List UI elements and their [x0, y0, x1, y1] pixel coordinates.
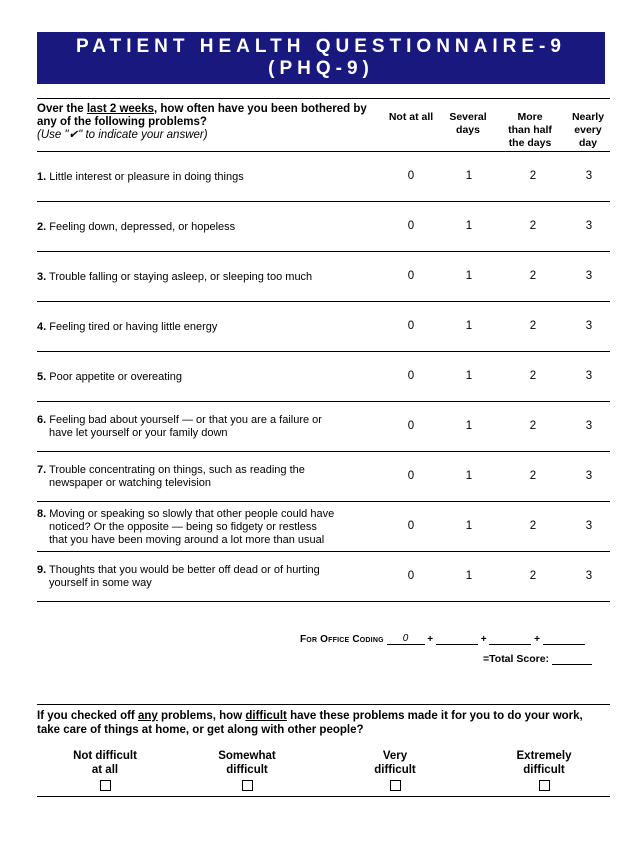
bottom-rule [37, 796, 610, 797]
total-score-field [552, 653, 592, 665]
response-option[interactable]: 1 [465, 470, 473, 482]
column-header-nearly-every-day: Nearly every day [571, 111, 605, 149]
question-number: 2. [37, 221, 47, 233]
question-line: noticed? Or the opposite — being so fidgety or restless [49, 521, 317, 533]
question-row [37, 452, 610, 502]
total-score-label: Total Score: [489, 653, 550, 665]
response-option[interactable]: 1 [465, 220, 473, 232]
question-line: Feeling tired or having little energy [49, 321, 218, 333]
question-line: newspaper or watching television [49, 477, 212, 489]
plus-sign-2: + [480, 634, 487, 645]
office-coding-col2 [436, 633, 478, 645]
plus-sign-3: + [534, 634, 540, 645]
top-rule [37, 98, 610, 99]
question-number: 7. [37, 464, 47, 476]
question-text [37, 171, 377, 184]
response-option[interactable]: 0 [407, 570, 415, 582]
option-somewhat-difficult: Somewhat difficult [187, 749, 307, 795]
checkbox-somewhat-difficult[interactable] [242, 780, 253, 791]
title-banner [37, 32, 605, 84]
intro-text-underlined: last 2 weeks [86, 103, 154, 115]
response-option[interactable]: 0 [407, 520, 415, 532]
question-line: Poor appetite or overeating [49, 371, 182, 383]
response-option[interactable]: 3 [585, 270, 593, 282]
question-line: Feeling bad about yourself — or that you are a failure or [49, 414, 322, 426]
response-option[interactable]: 3 [585, 520, 593, 532]
response-option[interactable]: 0 [407, 420, 415, 432]
plus-sign-1: + [427, 634, 434, 645]
question-text [37, 464, 377, 490]
question-text [37, 221, 377, 234]
question-number: 9. [37, 564, 47, 576]
question-number: 4. [37, 321, 47, 333]
intro-text-2: , how often have you been bothered by any of the following problems? [37, 103, 367, 128]
response-option[interactable]: 2 [529, 220, 537, 232]
checkbox-not-difficult[interactable] [100, 780, 111, 791]
difficulty-question: If you checked off any problems, how difficult have these problems made it for you to do your work, take care of things at home, or get along with other people? [37, 710, 583, 736]
equals-sign: = [483, 653, 490, 665]
total-score [483, 653, 592, 665]
question-line: Moving or speaking so slowly that other people could have [49, 508, 335, 520]
office-coding-col3 [489, 633, 531, 645]
response-option[interactable]: 2 [529, 170, 537, 182]
response-option[interactable]: 1 [465, 520, 473, 532]
difficulty-top-rule [37, 704, 610, 705]
response-option[interactable]: 2 [529, 320, 537, 332]
question-line: have let yourself or your family down [49, 427, 228, 439]
response-option[interactable]: 2 [529, 370, 537, 382]
office-coding-col1: 0 [387, 633, 425, 645]
question-row [37, 202, 610, 252]
response-option[interactable]: 0 [407, 220, 415, 232]
response-option[interactable]: 3 [585, 370, 593, 382]
question-line: that you have been moving around a lot more than usual [49, 534, 325, 546]
response-option[interactable]: 0 [407, 170, 415, 182]
response-option[interactable]: 1 [465, 420, 473, 432]
column-header-not-at-all: Not at all [388, 111, 434, 123]
intro-note: (Use "✔" to indicate your answer) [37, 129, 208, 141]
question-row [37, 502, 610, 552]
response-option[interactable]: 1 [465, 170, 473, 182]
office-coding-label: For Office Coding [300, 634, 384, 645]
response-option[interactable]: 3 [585, 220, 593, 232]
question-row [37, 402, 610, 452]
option-very-difficult: Very difficult [335, 749, 455, 795]
response-option[interactable]: 3 [585, 420, 593, 432]
question-row [37, 302, 610, 352]
response-option[interactable]: 2 [529, 470, 537, 482]
question-line: Thoughts that you would be better off dead or of hurting [49, 564, 320, 576]
question-text [37, 508, 377, 547]
response-option[interactable]: 2 [529, 520, 537, 532]
question-text [37, 564, 377, 590]
column-header-more-than-half: More than half the days [508, 111, 552, 149]
intro-text-1: Over the [37, 103, 87, 115]
response-option[interactable]: 3 [585, 570, 593, 582]
checkbox-very-difficult[interactable] [390, 780, 401, 791]
response-option[interactable]: 3 [585, 320, 593, 332]
office-coding [300, 633, 585, 645]
column-header-several-days: Several days [449, 111, 487, 136]
question-line: yourself in some way [49, 577, 152, 589]
question-row [37, 252, 610, 302]
question-text [37, 414, 377, 440]
response-option[interactable]: 1 [465, 270, 473, 282]
response-option[interactable]: 0 [407, 370, 415, 382]
question-number: 3. [37, 271, 47, 283]
question-text [37, 271, 377, 284]
response-option[interactable]: 2 [529, 570, 537, 582]
instructions [37, 103, 387, 142]
response-option[interactable]: 3 [585, 470, 593, 482]
question-row [37, 352, 610, 402]
response-option[interactable]: 1 [465, 570, 473, 582]
question-line: Feeling down, depressed, or hopeless [49, 221, 236, 233]
response-option[interactable]: 0 [407, 320, 415, 332]
checkbox-extremely-difficult[interactable] [539, 780, 550, 791]
title-line-1: PATIENT HEALTH QUESTIONNAIRE-9 [76, 36, 566, 57]
option-extremely-difficult: Extremely difficult [484, 749, 604, 795]
response-option[interactable]: 3 [585, 170, 593, 182]
response-option[interactable]: 1 [465, 370, 473, 382]
response-option[interactable]: 2 [529, 420, 537, 432]
question-row [37, 152, 610, 202]
response-option[interactable]: 1 [465, 320, 473, 332]
office-coding-col4 [543, 633, 585, 645]
question-number: 8. [37, 508, 47, 520]
response-option[interactable]: 0 [407, 470, 415, 482]
question-text [37, 371, 377, 384]
question-number: 5. [37, 371, 47, 383]
option-not-difficult: Not difficult at all [45, 749, 165, 795]
response-option[interactable]: 2 [529, 270, 537, 282]
question-number: 1. [37, 171, 47, 183]
question-line: Trouble concentrating on things, such as reading the [49, 464, 305, 476]
question-text [37, 321, 377, 334]
question-row [37, 552, 610, 602]
response-option[interactable]: 0 [407, 270, 415, 282]
question-line: Little interest or pleasure in doing things [49, 171, 244, 183]
question-line: Trouble falling or staying asleep, or sleeping too much [49, 271, 313, 283]
title-line-2: (PHQ-9) [268, 58, 374, 79]
question-number: 6. [37, 414, 47, 426]
